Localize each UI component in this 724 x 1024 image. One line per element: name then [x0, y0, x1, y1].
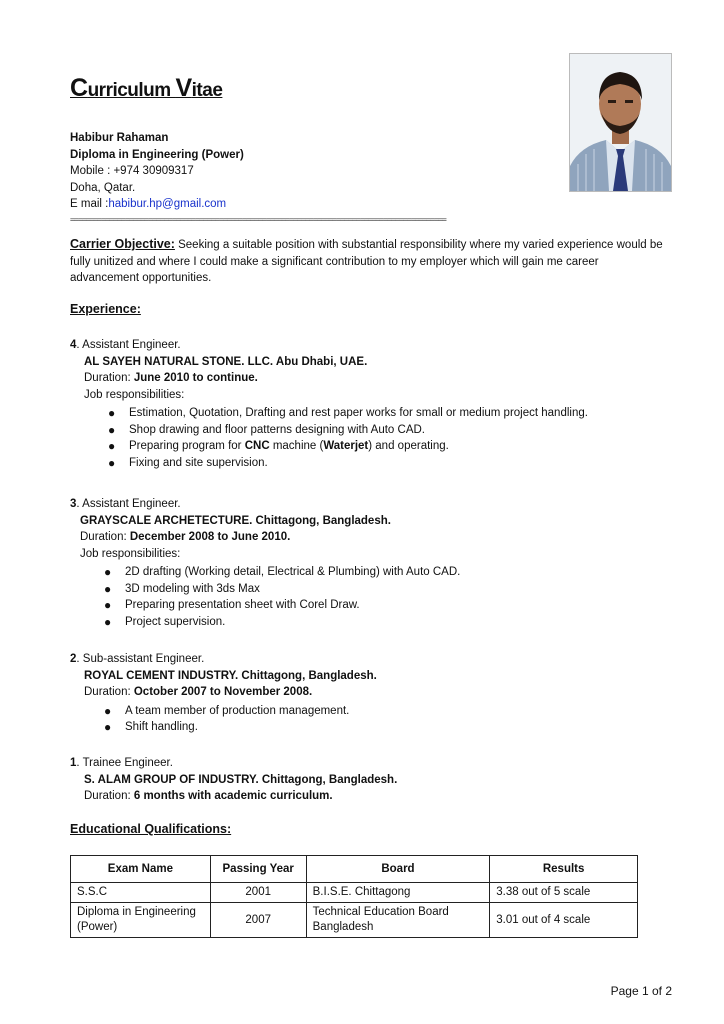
table-header-row	[71, 856, 638, 883]
job-title-line: 3. Assistant Engineer.	[70, 498, 181, 510]
column-header: Exam Name	[71, 856, 211, 883]
profile-photo-image	[570, 54, 671, 191]
table-cell: Diploma in Engineering (Power)	[71, 903, 211, 938]
document-title: Curriculum Vitae	[70, 74, 223, 102]
column-header: Passing Year	[210, 856, 306, 883]
job-duration: Duration: December 2008 to June 2010.	[80, 531, 291, 543]
list-item: ● 3D modeling with 3ds Max	[104, 581, 260, 596]
job-responsibilities-label: Job responsibilities:	[84, 388, 185, 401]
bullet-icon: ●	[104, 581, 112, 596]
bullet-icon: ●	[108, 422, 116, 437]
table-cell: 3.01 out of 4 scale	[490, 903, 638, 938]
job-title-line: 1. Trainee Engineer.	[70, 757, 173, 769]
table-cell: S.S.C	[71, 883, 211, 903]
bullet-icon: ●	[104, 598, 112, 612]
table-cell: B.I.S.E. Chittagong	[306, 883, 490, 903]
list-item: ● Project supervision.	[104, 614, 226, 629]
job-duration: Duration: October 2007 to November 2008.	[84, 686, 313, 698]
job-entry	[70, 337, 670, 471]
job-company: GRAYSCALE ARCHETECTURE. Chittagong, Bangladesh.	[80, 514, 391, 527]
bullet-icon: ●	[104, 720, 112, 734]
list-item: ● Preparing presentation sheet with Corel Draw.	[104, 598, 360, 612]
bullet-icon: ●	[108, 406, 116, 420]
bullet-icon: ●	[104, 703, 112, 718]
experience-heading: Experience:	[70, 302, 141, 316]
list-item: ● 2D drafting (Working detail, Electrical & Plumbing) with Auto CAD.	[104, 565, 461, 579]
email-line	[70, 196, 244, 213]
bullet-icon: ●	[108, 455, 116, 470]
email-link[interactable]: habibur.hp@gmail.com	[108, 198, 227, 210]
list-item: ● Shop drawing and floor patterns designing with Auto CAD.	[108, 422, 425, 437]
list-item: ● Shift handling.	[104, 720, 198, 734]
separator-line: ================================================================================================	[70, 215, 446, 224]
list-item: ● Estimation, Quotation, Drafting and rest paper works for small or medium project handling.	[108, 406, 588, 420]
job-duration: Duration: June 2010 to continue.	[84, 372, 258, 384]
job-responsibilities-list	[70, 703, 670, 736]
job-company: AL SAYEH NATURAL STONE. LLC. Abu Dhabi, UAE.	[84, 355, 368, 368]
job-entry	[70, 651, 670, 736]
table-row	[71, 903, 638, 938]
career-objective	[70, 236, 668, 287]
job-responsibilities-list	[70, 405, 670, 471]
job-company: S. ALAM GROUP OF INDUSTRY. Chittagong, Bangladesh.	[84, 773, 398, 786]
location: Doha, Qatar.	[70, 181, 136, 194]
table-cell: 2001	[210, 883, 306, 903]
job-entry	[70, 755, 670, 805]
job-entry	[70, 496, 670, 630]
education-table	[70, 855, 638, 938]
job-title-line: 2. Sub-assistant Engineer.	[70, 653, 205, 665]
page-number: Page 1 of 2	[610, 984, 672, 998]
profile-photo	[569, 53, 672, 192]
bullet-icon: ●	[104, 614, 112, 629]
table-cell: 3.38 out of 5 scale	[490, 883, 638, 903]
job-responsibilities-label: Job responsibilities:	[80, 547, 181, 560]
objective-label: Carrier Objective:	[70, 237, 175, 251]
job-duration: Duration: 6 months with academic curriculum.	[84, 790, 333, 802]
candidate-name: Habibur Rahaman	[70, 132, 169, 144]
bullet-icon: ●	[104, 565, 112, 579]
education-heading: Educational Qualifications:	[70, 822, 232, 836]
email-label: E mail :	[70, 198, 109, 210]
mobile-number: Mobile : +974 30909317	[70, 165, 194, 177]
table-cell: Technical Education Board Bangladesh	[306, 903, 490, 938]
contact-block	[70, 130, 244, 213]
job-company: ROYAL CEMENT INDUSTRY. Chittagong, Bangladesh.	[84, 669, 377, 682]
column-header: Results	[490, 856, 638, 883]
list-item: ● A team member of production management.	[104, 703, 350, 718]
objective-text: Seeking a suitable position with substantial responsibility where my varied experience would be fully unitized and where I could make a significant contribution to my employer which will gain me career advancement opportunities.	[70, 239, 663, 284]
candidate-degree: Diploma in Engineering (Power)	[70, 148, 244, 161]
list-item: ● Preparing program for CNC machine (Waterjet) and operating.	[108, 439, 449, 453]
job-responsibilities-list	[70, 564, 670, 630]
job-title-line: 4. Assistant Engineer.	[70, 339, 181, 351]
bullet-icon: ●	[108, 439, 116, 453]
table-row	[71, 883, 638, 903]
column-header: Board	[306, 856, 490, 883]
table-cell: 2007	[210, 903, 306, 938]
list-item: ● Fixing and site supervision.	[108, 455, 268, 470]
